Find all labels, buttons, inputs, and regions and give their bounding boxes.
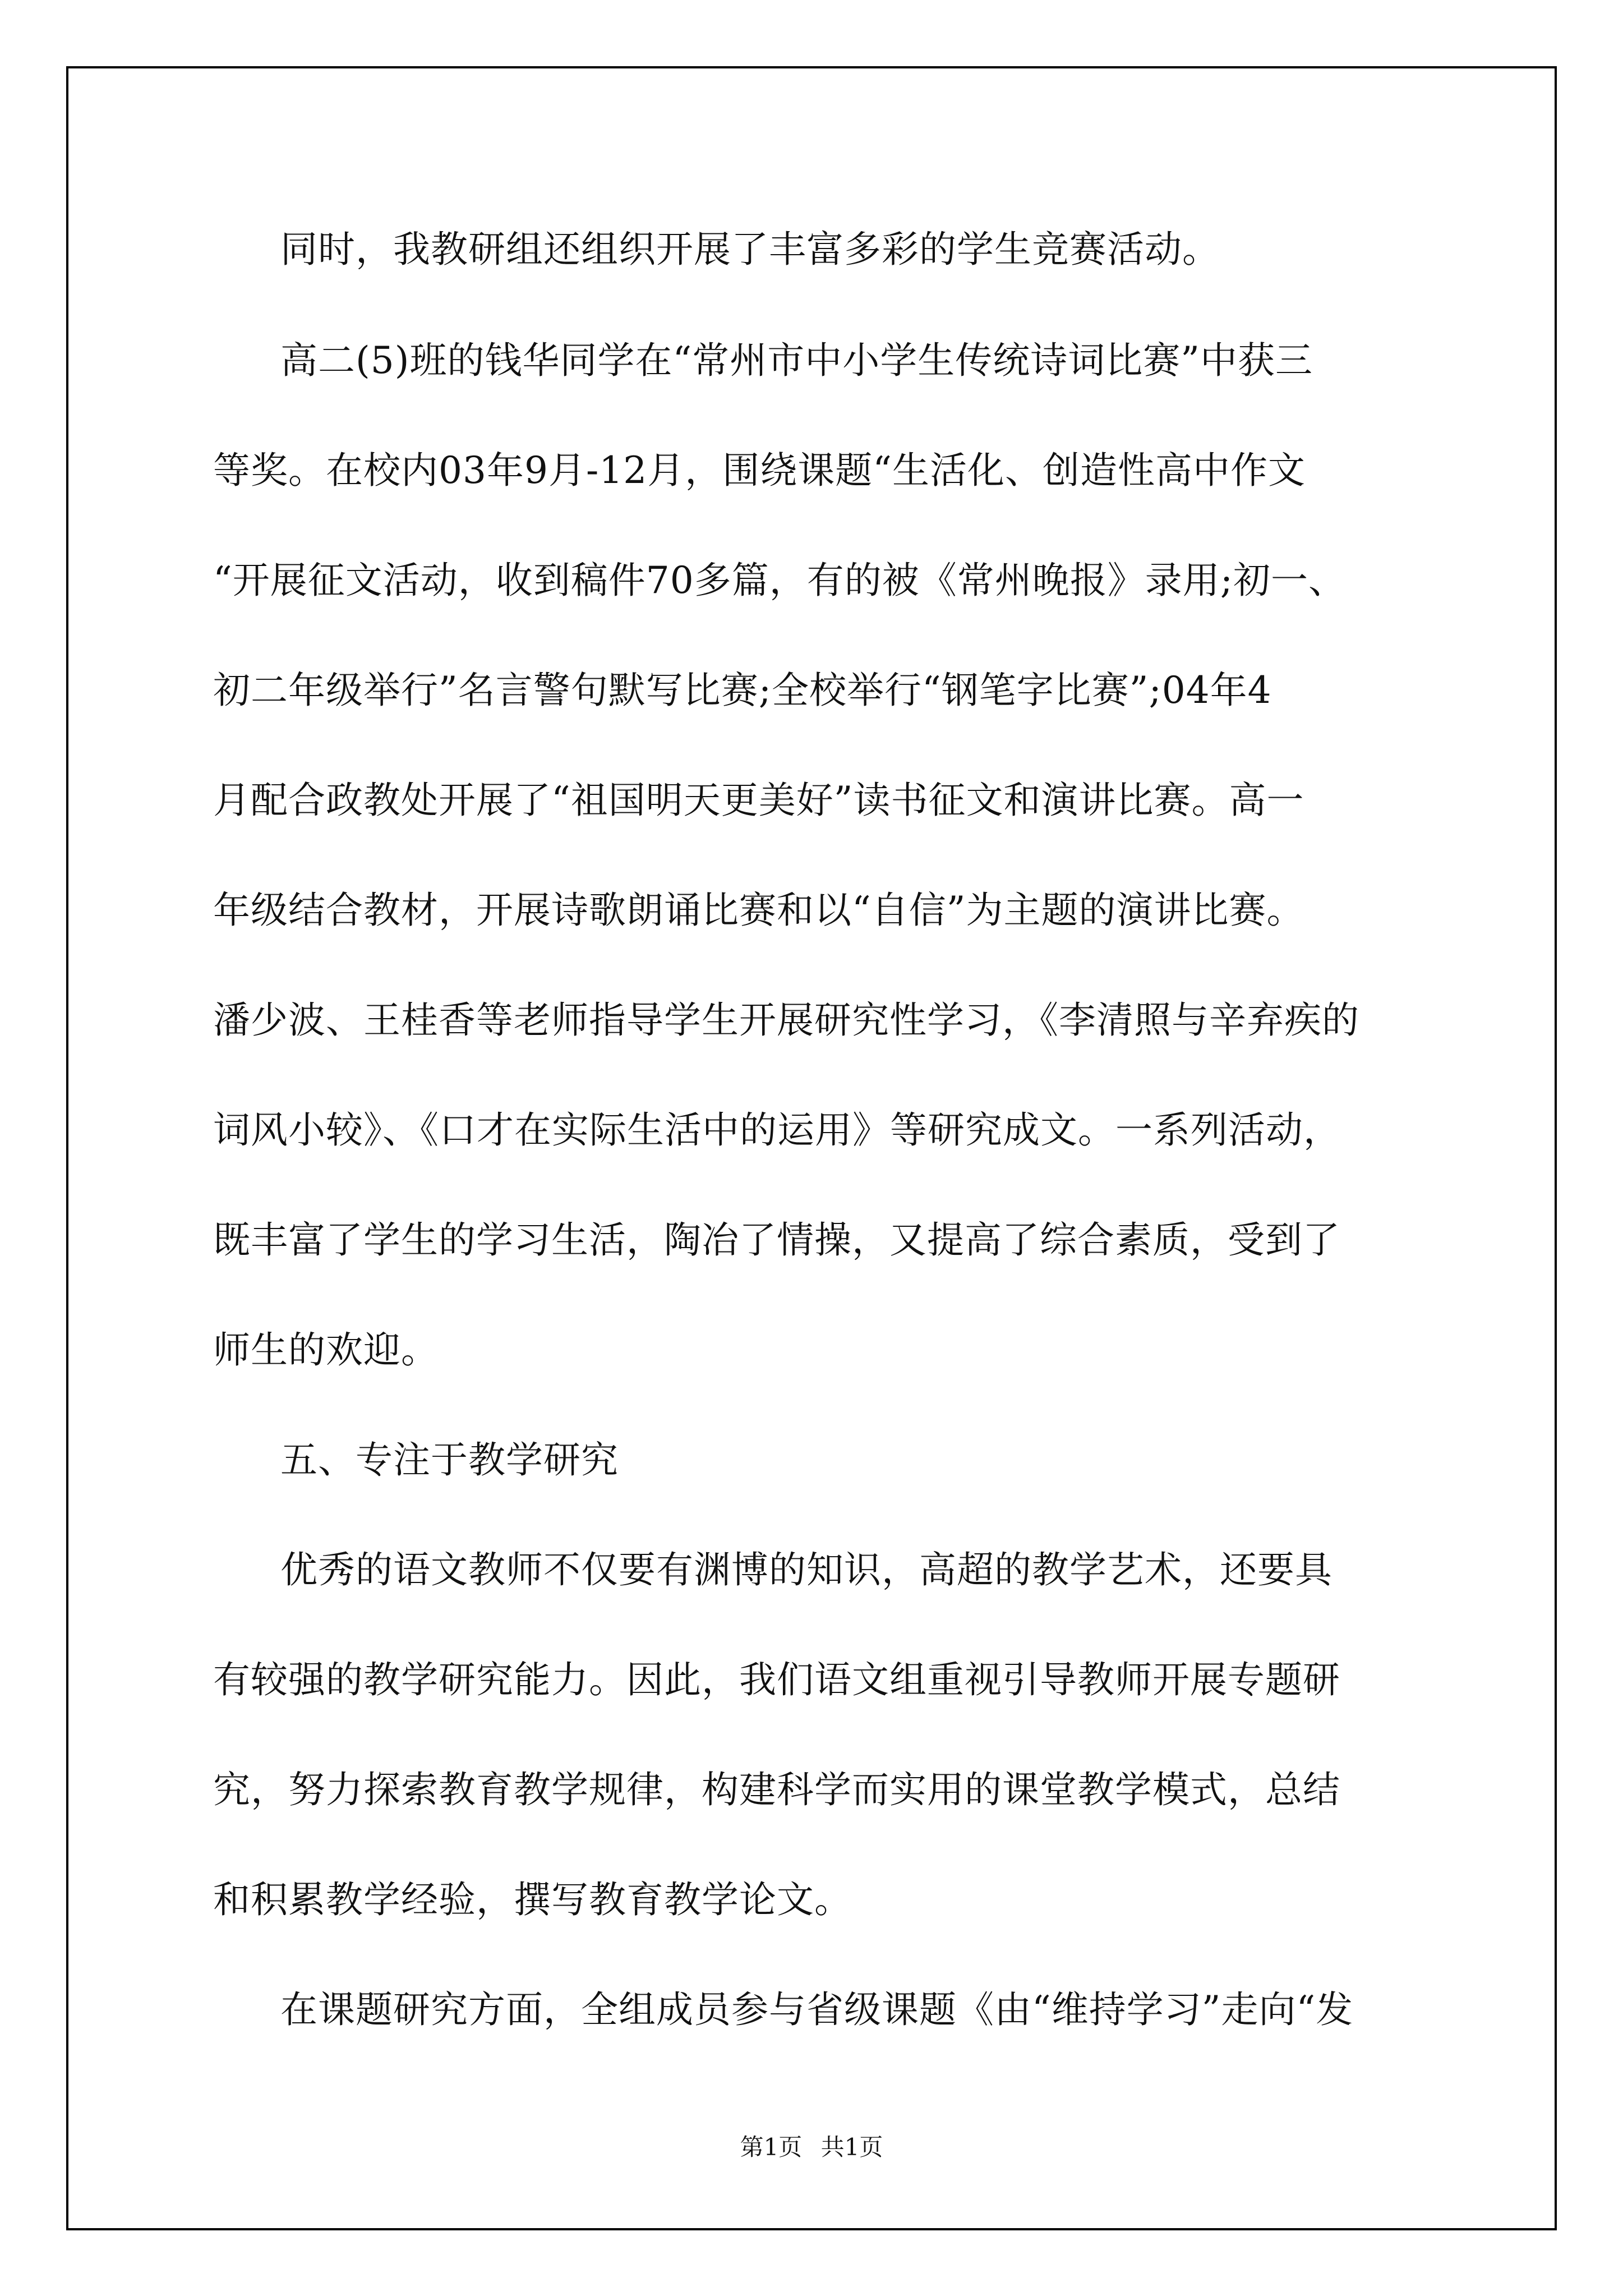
paragraph-line-13: 优秀的语文教师不仅要有渊博的知识，高超的教学艺术，还要具	[280, 1548, 1332, 1591]
section-heading: 五、专注于教学研究	[280, 1438, 619, 1481]
paragraph-line-9: 词风小较》、《口才在实际生活中的运用》等研究成文。一系列活动，	[213, 1108, 1341, 1152]
paragraph-line-2: 高二(5)班的钱华同学在“常州市中小学生传统诗词比赛”中获三	[280, 339, 1313, 382]
page-footer	[0, 2129, 1623, 2162]
paragraph-line-15: 究，努力探索教育教学规律，构建科学而实用的课堂教学模式，总结	[213, 1768, 1340, 1811]
paragraph-line-7: 年级结合教材，开展诗歌朗诵比赛和以“自信”为主题的演讲比赛。	[213, 889, 1304, 932]
paragraph-line-5: 初二年级举行”名言警句默写比赛;全校举行“钢笔字比赛”;04年4	[213, 669, 1272, 712]
paragraph-line-3: 等奖。在校内03年9月-12月，围绕课题“生活化、创造性高中作文	[213, 449, 1306, 492]
paragraph-line-1: 同时，我教研组还组织开展了丰富多彩的学生竞赛活动。	[280, 228, 1220, 271]
paragraph-line-16: 和积累教学经验，撰写教育教学论文。	[213, 1878, 852, 1921]
paragraph-line-10: 既丰富了学生的学习生活，陶冶了情操，又提高了综合素质，受到了	[213, 1218, 1340, 1262]
paragraph-line-11: 师生的欢迎。	[213, 1328, 439, 1372]
paragraph-line-4: “开展征文活动，收到稿件70多篇，有的被《常州晚报》录用;初一、	[213, 559, 1346, 602]
paragraph-line-14: 有较强的教学研究能力。因此，我们语文组重视引导教师开展专题研	[213, 1658, 1340, 1701]
paragraph-line-17: 在课题研究方面，全组成员参与省级课题《由“维持学习”走向“发	[280, 1988, 1354, 2031]
paragraph-line-6: 月配合政教处开展了“祖国明天更美好”读书征文和演讲比赛。高一	[213, 779, 1304, 822]
page-number: 第1页	[740, 2133, 803, 2161]
page-total: 共1页	[820, 2133, 883, 2161]
paragraph-line-8: 潘少波、王桂香等老师指导学生开展研究性学习，《李清照与辛弃疾的	[213, 999, 1359, 1042]
